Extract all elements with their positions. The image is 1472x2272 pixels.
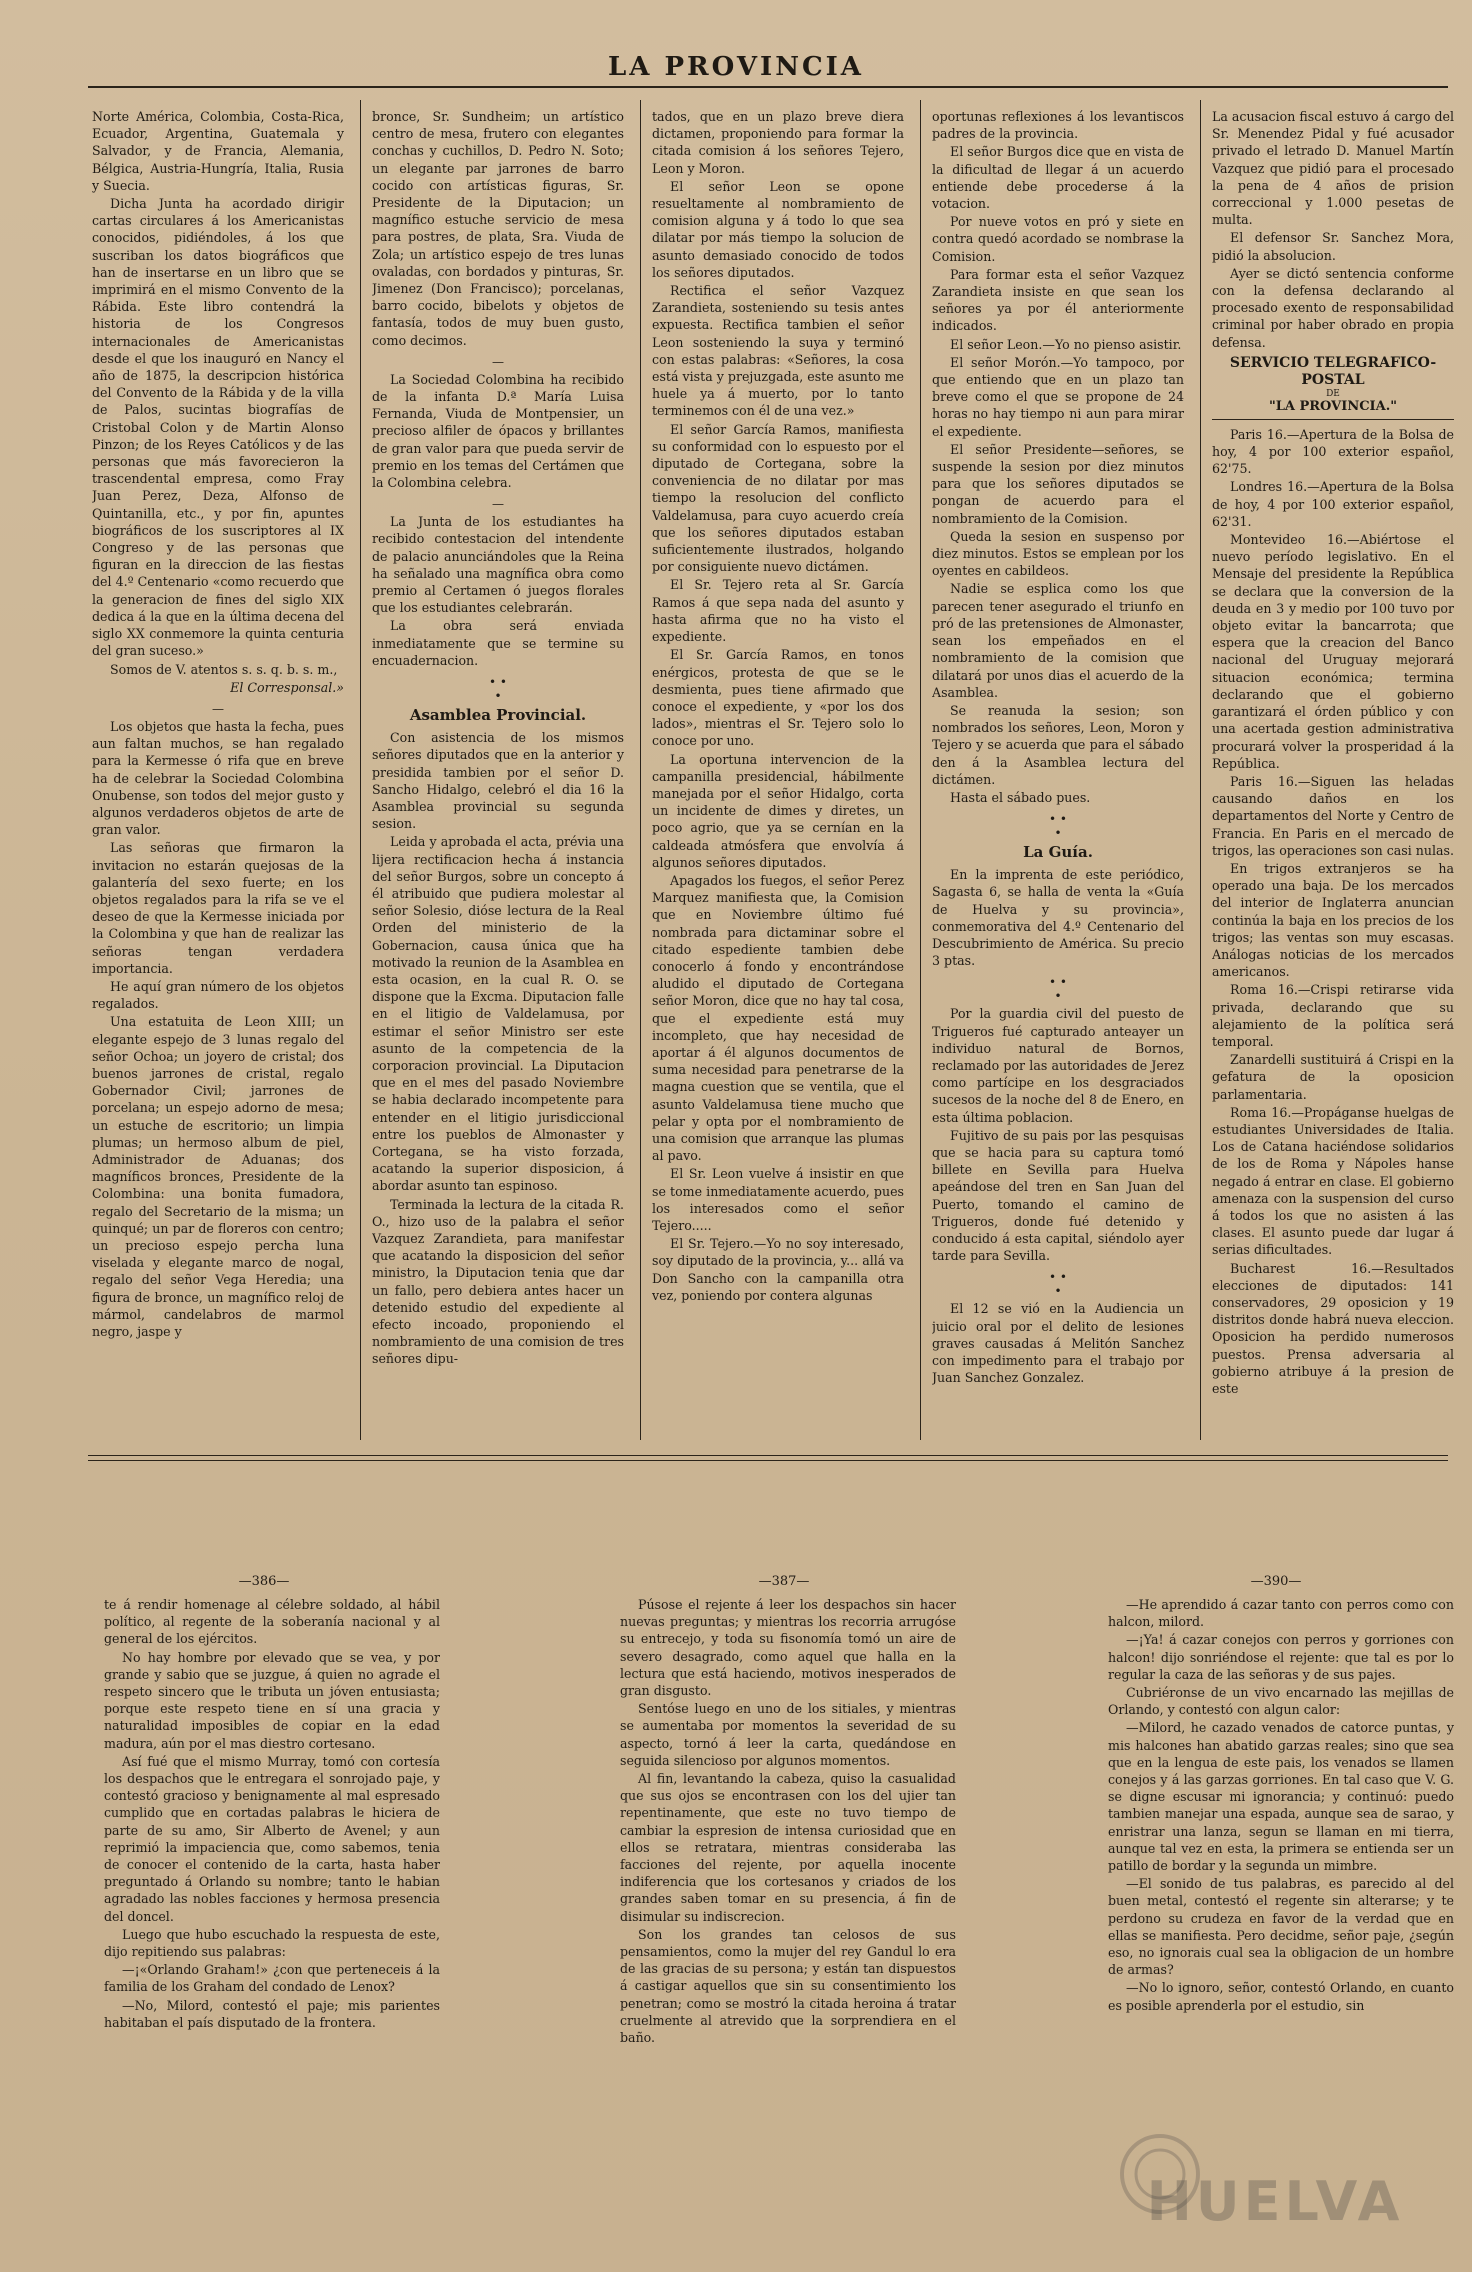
section-separator: — <box>492 497 504 512</box>
article-paragraph: Zanardelli sustituirá á Crispi en la gefatura de la oposicion parlamentaria. <box>1212 1052 1454 1102</box>
folletin-paragraph: te á rendir homenage al célebre soldado, al hábil político, al regente de la soberanía nacional y al general de los ejércitos. <box>104 1597 440 1647</box>
watermark-text: HUELVA <box>1146 2170 1404 2233</box>
article-paragraph: Nadie se esplica como los que parecen tener asegurado el triunfo en pró de las pretensiones de Almonaster, sean los empeñados en el nombramiento de la comision que dilatará por unos dias el acuerdo de la Asamblea. <box>932 581 1184 700</box>
article-paragraph: La Sociedad Colombina ha recibido de la infanta D.ª María Luisa Fernanda, Viuda de Montpensier, un precioso alfiler de ópacos y brillantes de gran valor para que pueda servir de premio en los temas del Certámen que la Colombina celebra. <box>372 371 624 491</box>
section-heading-paper: "LA PROVINCIA." <box>1212 399 1454 420</box>
article-paragraph: El Sr. García Ramos, en tonos enérgicos, protesta de que se le desmienta, pues tiene afirmado que conoce el expediente, y «por los dos lados», mientras el Sr. Tejero solo lo conoce por uno. <box>652 647 904 749</box>
article-paragraph: Norte América, Colombia, Costa-Rica, Ecuador, Argentina, Guatemala y Salvador, y de Francia, Alemania, Bélgica, Austria-Hungría, Italia, Rusia y Suecia. <box>92 109 344 193</box>
article-paragraph: Paris 16.—Siguen las heladas causando daños en los departamentos del Norte y Centro de Francia. En Paris en el mercado de trigos, las operaciones son casi nulas. <box>1212 773 1454 858</box>
folletin-paragraph: No hay hombre por elevado que se vea, y por grande y sabio que se juzgue, á quien no agrade el respeto sincero que le tributa un jóven entusiasta; porque este respeto tiene en sí una gracia y naturalidad imposibles de copiar en la edad madura, aún por el mas diestro cortesano. <box>104 1649 440 1751</box>
article-paragraph: Hasta el sábado pues. <box>950 789 1091 805</box>
folletin-page-number: —386— <box>238 1574 290 1589</box>
section-heading: Asamblea Provincial. <box>409 706 587 725</box>
article-paragraph: La obra será enviada inmediatamente que se termine su encuadernacion. <box>372 618 624 668</box>
article-paragraph: El señor Presidente—señores, se suspende la sesion por diez minutos para que los señores diputados se pongan de acuerdo para el nombramiento de la Comision. <box>932 441 1184 526</box>
article-paragraph: Con asistencia de los mismos señores diputados que en la anterior y presidida tambien por el señor D. Sancho Hidalgo, celebró el dia 16 la Asamblea provincial su segunda sesion. <box>372 730 624 832</box>
article-paragraph: El Sr. Leon vuelve á insistir en que se tome inmediatamente acuerdo, pues los interesados como el señor Tejero..... <box>652 1166 904 1233</box>
article-paragraph: Queda la sesion en suspenso por diez minutos. Estos se emplean por los oyentes en cabildeos. <box>932 528 1184 579</box>
folletin-paragraph: —¡«Orlando Graham!» ¿con que perteneceis á la familia de los Graham del condado de Lenox? <box>104 1962 440 1995</box>
text-column-2 <box>372 108 624 1428</box>
text-column-4 <box>932 108 1184 1428</box>
folletin-paragraph: Son los grandes tan celosos de sus pensamientos, como la mujer del rey Gandul lo era de las gracias de su persona; y están tan dispuestos á castigar aquellos que sin su consentimiento los penetran; como se mostró la citada heroina á tratar cruelmente al atrevido que la sorprendiera en el baño. <box>620 1926 956 2046</box>
text-column-1 <box>92 108 344 1428</box>
article-paragraph: tados, que en un plazo breve diera dictamen, proponiendo para formar la citada comision á los señores Tejero, Leon y Moron. <box>652 109 904 176</box>
text-column-3 <box>652 108 904 1428</box>
folletin-paragraph: —Milord, he cazado venados de catorce puntas, y mis halcones han abatido garzas reales; sino que sea que en la lengua de este pais, los venados se llamen conejos y á las garzas gorriones. En tal caso que V. G. se digne escusar mi ignorancia; y continuó: puedo tambien manejar una espada, aunque sea de sarao, y enristrar una lanza, segun se llaman en mi tierra, aunque tal vez en esta, la primera se entienda ser un patillo de bordar y la segunda un mimbre. <box>1108 1720 1454 1874</box>
folletin-paragraph: Así fué que el mismo Murray, tomó con cortesía los despachos que le entregara el sonrojado paje, y contestó gracioso y benignamente al mal espresado cumplido que en cortadas palabras le hiciera de parte de su amo, Sir Alberto de Avenel; y aun reprimió la impaciencia que, como sabemos, tenia de conocer el contenido de la carta, hasta haber preguntado á Orlando su nombre; tanto le habian agradado las nobles facciones y hermosa presencia del doncel. <box>104 1753 440 1924</box>
folletin-column-3 <box>1108 1596 1454 2156</box>
article-paragraph: Rectifica el señor Vazquez Zarandieta, sosteniendo su tesis antes expuesta. Rectifica tambien el señor Leon sosteniendo la suya y terminó con estas palabras: «Señores, la cosa está vista y prejuzgada, este asunto me huele ya á muerto, por lo tanto terminemos con él de una vez.» <box>652 283 904 419</box>
folletin-paragraph: Luego que hubo escuchado la respuesta de este, dijo repitiendo sus palabras: <box>104 1926 440 1960</box>
article-paragraph: La acusacion fiscal estuvo á cargo del Sr. Menendez Pidal y fué acusador privado el letrado D. Manuel Martín Vazquez que pidió para el procesado la pena de 4 años de prision correccional y 1.000 pesetas de multa. <box>1212 109 1454 228</box>
folletin-paragraph: Al fin, levantando la cabeza, quiso la casualidad que sus ojos se encontrasen con los del ujier tan repentinamente, que este no tuvo tiempo de cambiar la espresion de intensa curiosidad que en ellos se retratara, mientras consideraba las facciones del rejente, por aquella inocente indiferencia que los cortesanos y criados de los grandes saben tomar en su presencia, á fin de disimular su indiscrecion. <box>620 1771 956 1924</box>
article-paragraph: bronce, Sr. Sundheim; un artístico centro de mesa, frutero con elegantes conchas y cuchillos, D. Pedro N. Soto; un elegante par jarrones de barro cocido con artísticas figuras, Sr. Presidente de la Diputacion; un magnífico estuche servicio de mesa para postres, de plata, Sra. Viuda de Zola; un artístico espejo de tres lunas ovaladas, con bordados y pinturas, Sr. Jimenez (Don Francisco); porcelanas, barro cocido, bibelots y objetos de fantasía, todos de muy buen gusto, como decimos. <box>372 109 624 348</box>
article-paragraph: Para formar esta el señor Vazquez Zarandieta insiste en que sean los señores ya por él anteriormente indicados. <box>932 266 1184 334</box>
folletin-paragraph: Púsose el rejente á leer los despachos sin hacer nuevas preguntas; y mientras los recorria arrugóse su entrecejo, y toda su fisonomía tomó un aire de severo desagrado, como aquel que halla en la lectura que está haciendo, motivos inesperados de gran disgusto. <box>620 1597 956 1699</box>
article-paragraph: El señor Leon.—Yo no pienso asistir. <box>950 336 1182 352</box>
section-separator: • • • <box>1049 812 1067 841</box>
section-separator: • • • <box>489 675 507 704</box>
article-paragraph: Dicha Junta ha acordado dirigir cartas circulares á los Americanistas conocidos, pidiéndoles, á los que suscriban los datos biográficos que han de insertarse en un libro que se imprimirá en el mismo Convento de la Rábida. Este libro contendrá la historia de los Congresos internacionales de Americanistas desde el que los inauguró en Nancy el año de 1875, la descripcion histórica del Convento de la Rábida y de la villa de Palos, sucintas biografías de Cristobal Colon y de Martin Alonso Pinzon; de los Reyes Católicos y de las personas que más favorecieron la trascendental empresa, como Fray Juan Perez, Deza, Alfonso de Quintanilla, etc., y por fin, apuntes biográficos de los suscriptores al IX Congreso y de las personas que figuran en la direccion de las fiestas del 4.º Centenario «como recuerdo que la generacion de fines del siglo XIX dedica á la que en la última decena del siglo XX conmemore la quinta centuria del gran suceso.» <box>92 196 344 659</box>
article-paragraph: La Junta de los estudiantes ha recibido contestacion del intendente de palacio anunciándoles que la Reina ha señalado una magnífica obra como premio al Certamen ó juegos florales que los estudiantes celebrarán. <box>372 514 624 616</box>
article-paragraph: En la imprenta de este periódico, Sagasta 6, se halla de venta la «Guía de Huelva y su provincia», conmemorativa del 4.º Centenario del Descubrimiento de América. Su precio 3 ptas. <box>932 867 1184 969</box>
article-paragraph: Apagados los fuegos, el señor Perez Marquez manifiesta que, la Comision que en Noviembre último fué nombrada para dictaminar sobre el citado espediente tambien debe conocerlo á fondo y encontrándose aludido el diputado de Cortegana señor Moron, dice que no hay tal cosa, que el expediente está muy incompleto, que hay necesidad de aportar á él algunos documentos de suma necesidad para penetrarse de la magna cuestion que se ventila, que el asunto Valdelamusa tiene mucho que pelar y opta por el nombramiento de una comision que arranque las plumas al pavo. <box>652 872 904 1164</box>
folletin-paragraph: —¡Ya! á cazar conejos con perros y gorriones con halcon! dijo sonriéndose el rejente: que tal es por lo regular la caza de las señoras y de sus pajes. <box>1108 1632 1454 1682</box>
column-divider <box>360 100 361 1440</box>
article-paragraph: Bucharest 16.—Resultados elecciones de diputados: 141 conservadores, 29 oposicion y 19 distritos donde habrá nueva eleccion. Oposicion ha perdido numerosos puestos. Prensa adversaria al gobierno atribuye á la presion de este <box>1212 1260 1454 1397</box>
article-paragraph: El Sr. Tejero.—Yo no soy interesado, soy diputado de la provincia, y... allá va Don Sancho con la campanilla otra vez, poniendo por contera algunas <box>652 1236 904 1303</box>
article-paragraph: El 12 se vió en la Audiencia un juicio oral por el delito de lesiones graves causadas á Melitón Sanchez con impedimento para el trabajo por Juan Sanchez Gonzalez. <box>932 1301 1184 1386</box>
article-paragraph: El defensor Sr. Sanchez Mora, pidió la absolucion. <box>1212 230 1454 263</box>
folletin-column-1 <box>104 1596 440 2156</box>
article-paragraph: Terminada la lectura de la citada R. O., hizo uso de la palabra el señor Vazquez Zarandieta, para manifestar que acatando la disposicion del señor ministro, la Diputacion tenia que dar un fallo, pero debiera antes hacer un detenido estudio del expediente al efecto incoado, proponiendo el nombramiento de una comision de tres señores dipu- <box>372 1196 624 1367</box>
article-paragraph: La oportuna intervencion de la campanilla presidencial, hábilmente manejada por el señor Hidalgo, corta un incidente de dimes y diretes, un poco agrio, que ya se cernían en la caldeada atmósfera que envolvía á algunos señores diputados. <box>652 751 904 870</box>
article-paragraph: Los objetos que hasta la fecha, pues aun faltan muchos, se han regalado para la Kermesse ó rifa que en breve ha de celebrar la Sociedad Colombina Onubense, son todos del mejor gusto y algunos verdaderos objetos de arte de gran valor. <box>92 718 344 838</box>
article-paragraph: El señor Morón.—Yo tampoco, por que entiendo que en un plazo tan breve como el que se propone de 24 horas no hay tiempo ni aun para mirar el expediente. <box>932 354 1184 439</box>
article-paragraph: Fujitivo de su pais por las pesquisas que se hacia para su captura tomó billete en Sevilla para Huelva apeándose del tren en San Juan del Puerto, tomando el camino de Trigueros, donde fué detenido y conducido á esta capital, siéndolo ayer tarde para Sevilla. <box>932 1127 1184 1264</box>
section-separator: • • • <box>1049 1270 1067 1299</box>
folletin-paragraph: Cubriéronse de un vivo encarnado las mejillas de Orlando, y contestó con algun calor: <box>1108 1685 1454 1718</box>
article-paragraph: Se reanuda la sesion; son nombrados los señores, Leon, Moron y Tejero y se acuerda que para el sábado den á la Asamblea lectura del dictámen. <box>932 702 1184 787</box>
article-paragraph: Por nueve votos en pró y siete en contra quedó acordado se nombrase la Comision. <box>932 214 1184 264</box>
masthead-rule <box>88 86 1448 88</box>
folletin-paragraph: —El sonido de tus palabras, es parecido al del buen metal, contestó el regente sin alterarse; y te perdono su crudeza en favor de la verdad que en ellas se manifiesta. Pero decidme, señor paje, ¿según eso, no ignorais cual sea la obligacion de un hombre de armas? <box>1108 1876 1454 1978</box>
section-heading-sub: DE <box>1326 388 1340 399</box>
article-paragraph: Las señoras que firmaron la invitacion no estarán quejosas de la galantería del sexo fuerte; en los objetos regalados para la rifa se ve el deseo de que la Kermesse iniciada por la Colombina y que han de realizar las señoras tengan verdadera importancia. <box>92 840 344 976</box>
folletin-paragraph: —No lo ignoro, señor, contestó Orlando, en cuanto es posible aprenderla por el estudio, sin <box>1108 1980 1454 2013</box>
folletin-separator <box>88 1455 1448 1456</box>
article-paragraph: Roma 16.—Propáganse huelgas de estudiantes Universidades de Italia. Los de Catana haciéndose solidarios de los de Roma y Nápoles hanse negado á entrar en clase. El gobierno amenaza con la suspension del curso á todos los que no asisten á las clases. El asunto puede dar lugar á serias dificultades. <box>1212 1104 1454 1258</box>
text-column-5 <box>1212 108 1454 1428</box>
article-paragraph: He aquí gran número de los objetos regalados. <box>92 978 344 1012</box>
folletin-paragraph: —No, Milord, contestó el paje; mis parientes habitaban el país disputado de la frontera. <box>104 1997 440 2030</box>
section-separator: — <box>492 354 504 369</box>
article-paragraph: Londres 16.—Apertura de la Bolsa de hoy, 4 por 100 exterior español, 62'31. <box>1212 479 1454 529</box>
column-divider <box>1200 100 1201 1440</box>
article-paragraph: Una estatuita de Leon XIII; un elegante espejo de 3 lunas regalo del señor Ochoa; un joyero de cristal; dos buenos jarrones de cristal, regalo Gobernador Civil; jarrones de porcelana; un espejo adorno de mesa; un estuche de escritorio; un limpia plumas; un hermoso album de piel, Administrador de Aduanas; dos magníficos bronces, Presidente de la Colombina: una bonita fumadora, regalo del Secretario de la misma; un quinqué; un par de floreros con centro; un precioso espejo percha luna viselada y elegante marco de nogal, regalo del señor Vega Heredia; una figura de bronce, un magnífico reloj de mármol, candelabros de marmol negro, jaspe y <box>92 1014 344 1340</box>
article-paragraph: oportunas reflexiones á los levantiscos padres de la provincia. <box>932 109 1184 142</box>
article-paragraph: En trigos extranjeros se ha operado una baja. De los mercados del interior de Inglaterra anuncian continúa la baja en los precios de los trigos; las ventas son muy escasas. Análogas noticias de los mercados americanos. <box>1212 860 1454 980</box>
article-paragraph: Montevideo 16.—Abiértose el nuevo período legislativo. En el Mensaje del presidente la República se declara que la conversion de la deuda en 3 y medio por 100 tuvo por objeto evitar la bancarrota; que espera que la creacion del Banco nacional del Uruguay mejorará situacion económica; termina declarando que el gobierno garantizará el órden público y con una acertada gestion administrativa procurará volver la prosperidad á la República. <box>1212 532 1454 771</box>
folletin-paragraph: Sentóse luego en uno de los sitiales, y mientras se aumentaba por momentos la severidad de su aspecto, tornó á leer la carta, quedándose en seguida silencioso por algunos momentos. <box>620 1701 956 1768</box>
column-divider <box>920 100 921 1440</box>
article-paragraph: El señor García Ramos, manifiesta su conformidad con lo espuesto por el diputado de Cortegana, sobre la conveniencia de no dilatar por mas tiempo la resolucion del conflicto Valdelamusa, para cuyo acuerdo creía que los señores diputados estaban suficientemente ilustrados, holgando por consiguiente nuevo dictámen. <box>652 421 904 575</box>
section-heading: La Guía. <box>1023 843 1093 862</box>
article-paragraph: El señor Leon se opone resueltamente al nombramiento de comision alguna y á todo lo que sea dilatar por más tiempo la solucion de asunto demasiado conocido de todos los señores diputados. <box>652 178 904 280</box>
article-paragraph: Leida y aprobada el acta, prévia una lijera rectificacion hecha á instancia del señor Burgos, sobre un concepto á él atribuido que pudiera molestar al señor Solesio, dióse lectura de la Real Orden del ministerio de la Gobernacion, causa única que ha motivado la reunion de la Asamblea en esta ocasion, en la cual R. O. se dispone que la Excma. Diputacion falle en el litigio de Valdelamusa, por estimar el señor Ministro ser este asunto de la competencia de la corporacion provincial. La Diputacion que en el mes del pasado Noviembre se habia declarado incompetente para entender en el litigio jurisdiccional entre los pueblos de Almonaster y Cortegana, se ha visto forzada, acatando la superior disposicion, á abordar asunto tan espinoso. <box>372 834 624 1194</box>
article-paragraph: Por la guardia civil del puesto de Trigueros fué capturado anteayer un individuo natural de Bornos, reclamado por las autoridades de Jerez como partícipe en los desgraciados sucesos de la noche del 8 de Enero, en esta última poblacion. <box>932 1006 1184 1125</box>
folletin-paragraph: —He aprendido á cazar tanto con perros como con halcon, milord. <box>1108 1597 1454 1630</box>
article-paragraph: Somos de V. atentos s. s. q. b. s. m., <box>110 661 338 677</box>
section-separator: — <box>212 701 224 716</box>
section-heading: SERVICIO TELEGRAFICO-POSTAL <box>1229 354 1437 388</box>
folletin-page-number: —387— <box>758 1574 810 1589</box>
column-divider <box>640 100 641 1440</box>
article-paragraph: Ayer se dictó sentencia conforme con la defensa declarando al procesado exento de responsabilidad criminal por haber obrado en propia defensa. <box>1212 265 1454 350</box>
folletin-column-2 <box>620 1596 956 2156</box>
article-paragraph: Paris 16.—Apertura de la Bolsa de hoy, 4 por 100 exterior español, 62'75. <box>1212 426 1454 477</box>
newspaper-masthead: LA PROVINCIA <box>608 52 864 82</box>
folletin-separator <box>88 1460 1448 1461</box>
signature-line: El Corresponsal.» <box>230 679 344 695</box>
section-separator: • • • <box>1049 975 1067 1004</box>
article-paragraph: El Sr. Tejero reta al Sr. García Ramos á que sepa nada del asunto y hasta afirma que no ha visto el expediente. <box>652 577 904 645</box>
article-paragraph: El señor Burgos dice que en vista de la dificultad de llegar á un acuerdo entiende debe procederse á la votacion. <box>932 144 1184 212</box>
article-paragraph: Roma 16.—Crispi retirarse vida privada, declarando que su alejamiento de la política será temporal. <box>1212 982 1454 1049</box>
folletin-page-number: —390— <box>1250 1574 1302 1589</box>
